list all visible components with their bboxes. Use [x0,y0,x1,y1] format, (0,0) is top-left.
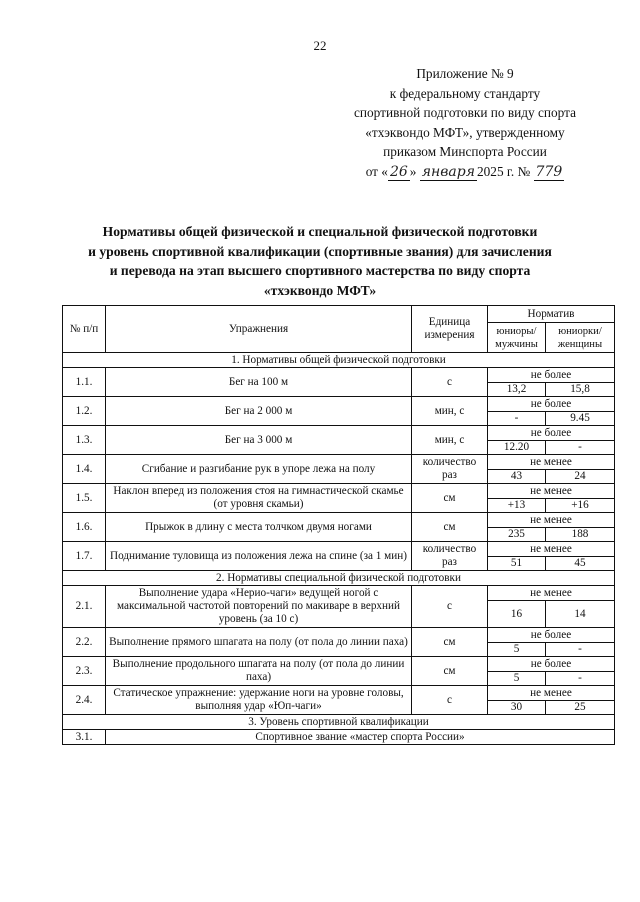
row-num: 2.4. [63,686,106,715]
row-men-value: 5 [488,643,546,657]
row-exercise: Выполнение продольного шпагата на полу (от пола до линии паха) [106,657,412,686]
table-row [63,542,615,557]
row-num: 2.1. [63,586,106,628]
section-title: 1. Нормативы общей физической подготовки [63,353,615,368]
row-unit: мин, с [412,397,488,426]
row-num: 1.3. [63,426,106,455]
row-unit: с [412,586,488,628]
table-row [63,586,615,601]
row-women-value: - [546,672,615,686]
page-number: 22 [313,38,327,53]
row-limit: не менее [488,484,615,499]
row-unit: см [412,484,488,513]
row-unit: см [412,628,488,657]
row-exercise: Бег на 100 м [106,368,412,397]
row-limit: не более [488,368,615,383]
row-exercise: Выполнение прямого шпагата на полу (от пола до линии паха) [106,628,412,657]
table-row [63,686,615,701]
row-men-value: 235 [488,528,546,542]
row-unit: см [412,513,488,542]
handwritten-order-number: 779 [535,163,563,180]
appendix-line: спортивной подготовки по виду спорта [354,105,576,120]
row-unit: количество раз [412,542,488,571]
row-limit: не более [488,397,615,412]
row-women-value: +16 [546,499,615,513]
appendix-line: приказом Минспорта России [383,144,547,159]
section-title: 3. Уровень спортивной квалификации [63,715,615,730]
title-line: и перевода на этап высшего спортивного мастерства по виду спорта [109,263,531,278]
table-row [63,484,615,499]
row-limit: не более [488,657,615,672]
section-row [63,715,615,730]
row-men-value: 43 [488,470,546,484]
row-women-value: 24 [546,470,615,484]
row-num: 1.1. [63,368,106,397]
table-row [63,657,615,672]
norms-table [62,305,615,745]
row-women-value: 9.45 [546,412,615,426]
row-num: 3.1. [63,730,106,745]
title-line: «тхэквондо МФТ» [263,282,377,298]
table-row [63,397,615,412]
section-title: 2. Нормативы специальной физической подготовки [63,571,615,586]
appendix-line: к федеральному стандарту [389,85,541,101]
row-unit: см [412,657,488,686]
header-norm: Норматив [488,306,615,323]
row-exercise: Бег на 2 000 м [106,397,412,426]
row-num: 1.2. [63,397,106,426]
row-women-value: - [546,441,615,455]
row-men-value: 5 [488,672,546,686]
date-prefix: от « [365,163,388,179]
header-num: № п/п [63,306,106,353]
row-women-value: 188 [546,528,615,542]
row-num: 1.4. [63,455,106,484]
header-exercise: Упражнения [106,306,412,353]
row-men-value: 51 [488,557,546,571]
row-num: 1.5. [63,484,106,513]
table-row [63,730,615,745]
row-women-value: - [546,643,615,657]
header-men: юниоры/ мужчины [488,323,546,353]
row-limit: не менее [488,513,615,528]
row-exercise: Спортивное звание «мастер спорта России» [106,730,615,745]
row-limit: не менее [488,586,615,601]
table-row [63,628,615,643]
row-limit: не менее [488,455,615,470]
row-exercise: Сгибание и разгибание рук в упоре лежа на полу [106,455,412,484]
row-unit: количество раз [412,455,488,484]
row-limit: не менее [488,686,615,701]
appendix-line: Приложение № 9 [416,66,514,81]
section-row [63,353,615,368]
table-row [63,368,615,383]
row-num: 2.2. [63,628,106,657]
row-num: 1.7. [63,542,106,571]
row-exercise: Выполнение удара «Нерио-чаги» ведущей ногой с максимальной частотой повторений по макиваре в верхний уровень (за 10 с) [106,586,412,628]
row-exercise: Наклон вперед из положения стоя на гимнастической скамье (от уровня скамьи) [106,484,412,513]
row-num: 2.3. [63,657,106,686]
row-unit: с [412,368,488,397]
handwritten-month: января [421,163,475,180]
row-exercise: Прыжок в длину с места толчком двумя ногами [106,513,412,542]
row-men-value: 30 [488,701,546,715]
row-num: 1.6. [63,513,106,542]
date-mid: » [409,163,417,179]
row-limit: не менее [488,542,615,557]
row-exercise: Бег на 3 000 м [106,426,412,455]
row-women-value: 25 [546,701,615,715]
table-row [63,455,615,470]
row-men-value: +13 [488,499,546,513]
row-unit: с [412,686,488,715]
handwritten-day: 26 [389,163,408,180]
row-women-value: 14 [546,601,615,628]
order-date-line [330,162,600,183]
row-women-value: 45 [546,557,615,571]
appendix-line: «тхэквондо МФТ», утвержденному [365,124,565,140]
row-men-value: 13,2 [488,383,546,397]
row-exercise: Поднимание туловища из положения лежа на спине (за 1 мин) [106,542,412,571]
row-exercise: Статическое упражнение: удержание ноги на уровне головы, выполняя удар «Юп-чаги» [106,686,412,715]
row-men-value: 16 [488,601,546,628]
row-unit: мин, с [412,426,488,455]
header-women: юниорки/ женщины [546,323,615,353]
appendix-block [330,64,600,182]
document-title [40,222,600,300]
row-limit: не более [488,628,615,643]
title-line: и уровень спортивной квалификации (спортивные звания) для зачисления [88,243,552,259]
table-row [63,513,615,528]
date-year: 2025 г. № [477,163,531,179]
row-men-value: - [488,412,546,426]
header-row [63,306,615,323]
row-men-value: 12.20 [488,441,546,455]
table-row [63,426,615,441]
section-row [63,571,615,586]
title-line: Нормативы общей физической и специальной физической подготовки [102,224,538,239]
row-limit: не более [488,426,615,441]
header-unit: Единица измерения [412,306,488,353]
row-women-value: 15,8 [546,383,615,397]
